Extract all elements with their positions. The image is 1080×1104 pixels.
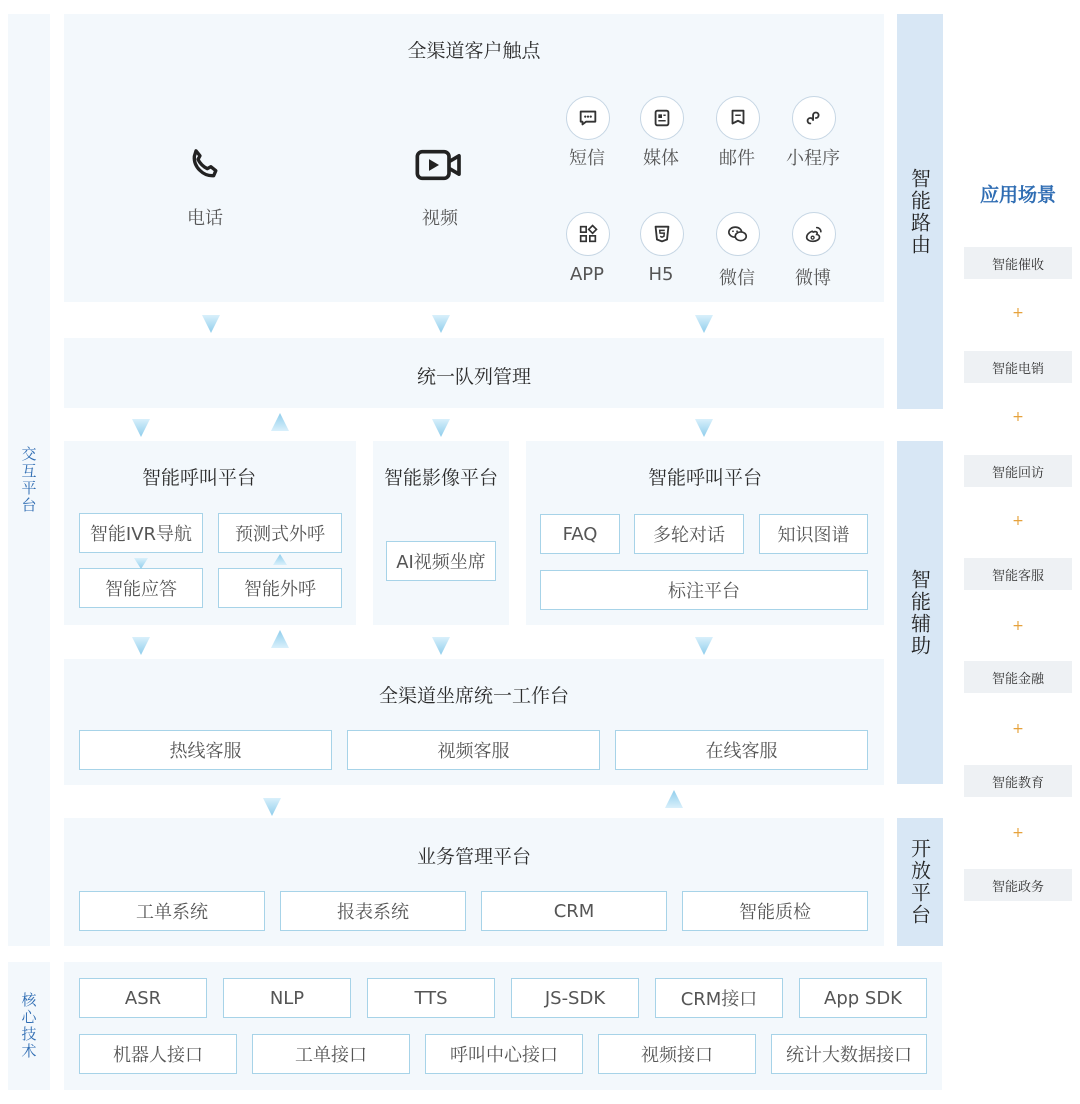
video-platform-panel: [373, 441, 509, 625]
channel-label-sms: 短信: [569, 148, 605, 169]
scenario-collection: 智能催收: [964, 247, 1072, 279]
queue-panel: [64, 338, 884, 408]
sms-icon: [566, 96, 610, 140]
plus-separator: +: [1012, 721, 1024, 737]
scenario-revisit: 智能回访: [964, 455, 1072, 487]
scenario-finance: 智能金融: [964, 661, 1072, 693]
tts-box: TTS: [367, 978, 495, 1018]
plus-separator: +: [1012, 409, 1024, 425]
channel-label-media: 媒体: [643, 148, 679, 169]
crm-interface-box: CRM接口: [655, 978, 783, 1018]
video-label: 视频: [422, 208, 458, 229]
plus-separator: +: [1012, 513, 1024, 529]
predictive-dialer-box: 预测式外呼: [218, 513, 342, 553]
call-platform-left-title: 智能呼叫平台: [141, 467, 256, 489]
call-platform-right-panel: [526, 441, 884, 625]
business-title: 业务管理平台: [416, 846, 531, 868]
knowledge-graph-box: 知识图谱: [759, 514, 868, 554]
app-sdk-box: App SDK: [799, 978, 927, 1018]
arrow-up-workbench-left: [268, 627, 292, 651]
media-icon: [640, 96, 684, 140]
channel-label-wechat: 微信: [719, 268, 755, 289]
scenario-education: 智能教育: [964, 765, 1072, 797]
labeling-platform-box: 标注平台: [540, 570, 868, 610]
plus-separator: +: [1012, 825, 1024, 841]
arrow-down-business: [260, 795, 284, 819]
touchpoints-panel: [64, 14, 884, 302]
arrow-down-workbench-right: [692, 634, 716, 658]
mail-icon: [716, 96, 760, 140]
plus-separator: +: [1012, 305, 1024, 321]
smart-answer-box: 智能应答: [79, 568, 203, 608]
faq-box: FAQ: [540, 514, 620, 554]
core-tech-label: 核心技术: [19, 992, 38, 1060]
arrow-down-video-platform: [429, 416, 453, 440]
plus-separator: +: [1012, 618, 1024, 634]
scenario-government: 智能政务: [964, 869, 1072, 901]
open-platform-bar: 开放平台: [897, 818, 943, 946]
arrow-down-video: [429, 312, 453, 336]
app-icon: [566, 212, 610, 256]
video-icon: [414, 145, 464, 185]
smart-assist-bar: 智能辅助: [897, 441, 943, 784]
js-sdk-box: JS-SDK: [511, 978, 639, 1018]
weibo-icon: [792, 212, 836, 256]
online-service-box: 在线客服: [615, 730, 868, 770]
crm-box: CRM: [481, 891, 667, 931]
arrow-down-phone: [199, 312, 223, 336]
mini-program-icon: [792, 96, 836, 140]
wechat-icon: [716, 212, 760, 256]
workbench-panel: [64, 659, 884, 785]
robot-interface-box: 机器人接口: [79, 1034, 237, 1074]
ai-video-agent-box: AI视频坐席: [386, 541, 496, 581]
phone-label: 电话: [187, 208, 223, 229]
arrow-down-workbench-video: [429, 634, 453, 658]
call-platform-right-title: 智能呼叫平台: [647, 467, 762, 489]
channel-label-app: APP: [569, 264, 605, 285]
arrow-up-business: [662, 787, 686, 811]
arrow-down-channels: [692, 312, 716, 336]
interaction-platform-bar: [8, 14, 50, 946]
hotline-service-box: 热线客服: [79, 730, 332, 770]
channel-label-h5: H5: [648, 264, 674, 285]
ticket-system-box: 工单系统: [79, 891, 265, 931]
ivr-navigation-box: 智能IVR导航: [79, 513, 203, 553]
arrow-down-call-right: [692, 416, 716, 440]
channel-label-mini-program: 小程序: [786, 148, 840, 169]
asr-box: ASR: [79, 978, 207, 1018]
video-service-box: 视频客服: [347, 730, 600, 770]
touchpoints-title: 全渠道客户触点: [407, 40, 541, 62]
arrow-down-workbench-left: [129, 634, 153, 658]
phone-icon: [185, 145, 225, 185]
big-data-interface-box: 统计大数据接口: [771, 1034, 927, 1074]
core-tech-bar: [8, 962, 50, 1090]
smart-outbound-box: 智能外呼: [218, 568, 342, 608]
business-panel: [64, 818, 884, 946]
arrow-up-outbound-to-predictive: [271, 553, 289, 567]
h5-icon: [640, 212, 684, 256]
report-system-box: 报表系统: [280, 891, 466, 931]
channel-label-mail: 邮件: [719, 148, 755, 169]
quality-inspection-box: 智能质检: [682, 891, 868, 931]
scenario-telesales: 智能电销: [964, 351, 1072, 383]
workbench-title: 全渠道坐席统一工作台: [378, 685, 569, 707]
call-platform-left-panel: [64, 441, 356, 625]
ticket-interface-box: 工单接口: [252, 1034, 410, 1074]
interaction-platform-label: 交互平台: [19, 446, 38, 514]
arrow-down-ivr-to-answer: [132, 556, 150, 570]
nlp-box: NLP: [223, 978, 351, 1018]
video-interface-box: 视频接口: [598, 1034, 756, 1074]
scenarios-title: 应用场景: [979, 184, 1056, 206]
core-tech-panel: [64, 962, 942, 1090]
channel-label-weibo: 微博: [795, 268, 831, 289]
arrow-up-call-left: [268, 410, 292, 434]
queue-title: 统一队列管理: [416, 366, 531, 388]
multi-turn-dialog-box: 多轮对话: [634, 514, 744, 554]
smart-routing-bar: 智能路由: [897, 14, 943, 409]
video-platform-title: 智能影像平台: [383, 467, 498, 489]
arrow-down-call-left: [129, 416, 153, 440]
scenario-customer-service: 智能客服: [964, 558, 1072, 590]
call-center-interface-box: 呼叫中心接口: [425, 1034, 583, 1074]
